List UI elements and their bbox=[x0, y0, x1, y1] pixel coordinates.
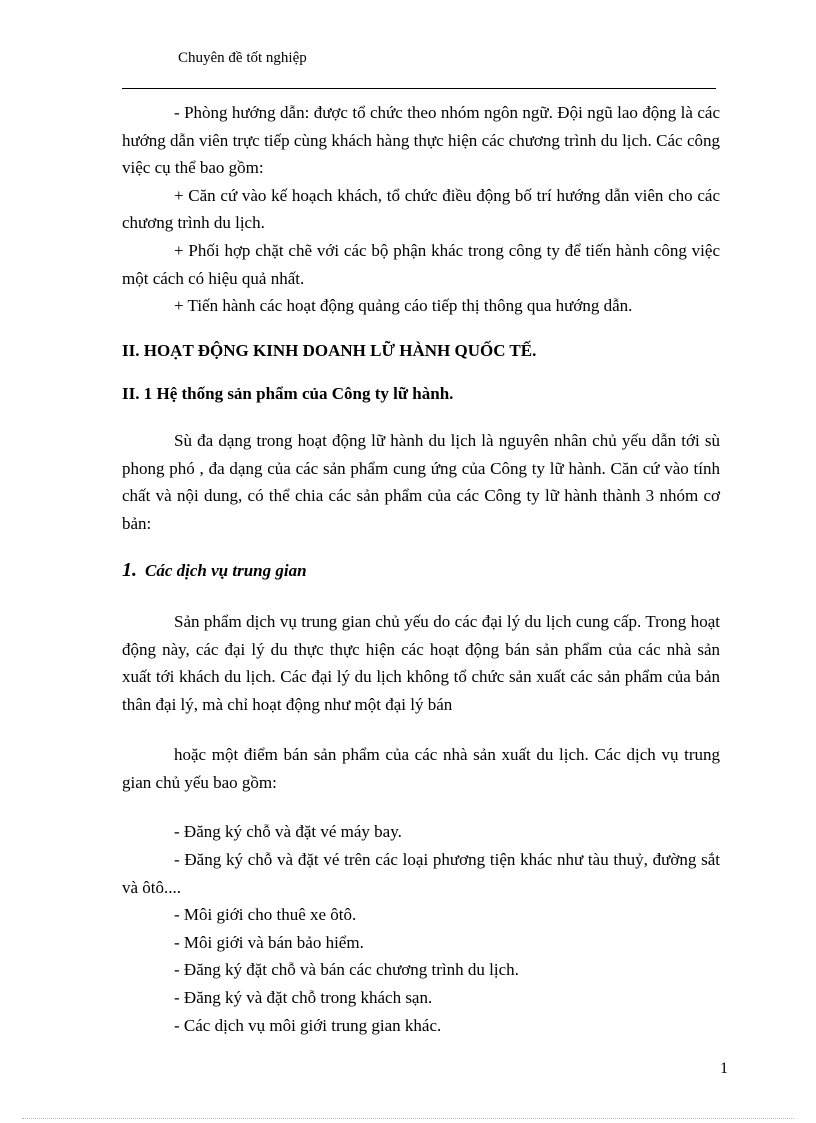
section-heading: II. HOẠT ĐỘNG KINH DOANH LỮ HÀNH QUỐC TẾ. bbox=[122, 340, 537, 360]
running-header: Chuyên đề tốt nghiệp bbox=[178, 50, 307, 66]
page-body bbox=[122, 99, 720, 1039]
subsection-heading: II. 1 Hệ thống sản phẩm của Công ty lữ hành. bbox=[122, 384, 454, 404]
service-list bbox=[122, 818, 720, 1039]
header-rule bbox=[122, 88, 716, 89]
paragraph-intermediary: Sản phẩm dịch vụ trung gian chủ yếu do các đại lý du lịch cung cấp. Trong hoạt động này, các đại lý du thực thực hiện các hoạt động bán sản phẩm của các nhà sản xuất tới khách du lịch. Các đại lý du lịch không tổ chức sản xuất các sản phẩm của bản thân đại lý, mà chỉ hoạt động như một đại lý bán bbox=[122, 611, 720, 714]
list-item: - Các dịch vụ môi giới trung gian khác. bbox=[174, 1015, 442, 1035]
list-item: - Đăng ký chỗ và đặt vé trên các loại phương tiện khác như tàu thuỷ, đường sắt và ôtô.... bbox=[122, 850, 720, 897]
bullet-coordinate: + Phối hợp chặt chẽ với các bộ phận khác trong công ty để tiến hành công việc một cách có hiệu quả nhất. bbox=[122, 240, 720, 288]
item-heading-number: 1. bbox=[122, 559, 137, 582]
bullet-arrange-guides: + Căn cứ vào kế hoạch khách, tổ chức điều động bố trí hướng dẫn viên cho các chương trình du lịch. bbox=[122, 185, 720, 233]
paragraph-intermediary-cont: hoặc một điểm bán sản phẩm của các nhà sản xuất du lịch. Các dịch vụ trung gian chủ yếu bao gồm: bbox=[122, 745, 720, 792]
item-heading bbox=[122, 557, 720, 585]
paragraph-product-diversity: Sù đa dạng trong hoạt động lữ hành du lịch là nguyên nhân chủ yếu dẫn tới sù phong phó , đa dạng của các sản phẩm cung ứng của Công ty lữ hành. Căn cứ vào tính chất và nội dung, có thể chia các sản phẩm của các Công ty lữ hành thành 3 nhóm cơ bản: bbox=[122, 430, 720, 533]
list-item: - Môi giới và bán bảo hiểm. bbox=[174, 932, 364, 952]
list-item: - Đăng ký đặt chỗ và bán các chương trình du lịch. bbox=[174, 960, 519, 980]
list-item: - Đăng ký và đặt chỗ trong khách sạn. bbox=[174, 988, 433, 1008]
bullet-advertising: + Tiến hành các hoạt động quảng cáo tiếp thị thông qua hướng dẫn. bbox=[174, 296, 633, 316]
page-bottom-border bbox=[22, 1118, 794, 1119]
page-number: 1 bbox=[720, 1060, 728, 1077]
list-item: - Đăng ký chỗ và đặt vé máy bay. bbox=[174, 822, 402, 842]
paragraph-guide-department: - Phòng hướng dẫn: được tổ chức theo nhóm ngôn ngữ. Đội ngũ lao động là các hướng dẫn viên trực tiếp cùng khách hàng thực hiện các chương trình du lịch. Các công việc cụ thể bao gồm: bbox=[122, 103, 720, 178]
item-heading-text: Các dịch vụ trung gian bbox=[145, 561, 307, 581]
list-item: - Môi giới cho thuê xe ôtô. bbox=[174, 905, 357, 925]
